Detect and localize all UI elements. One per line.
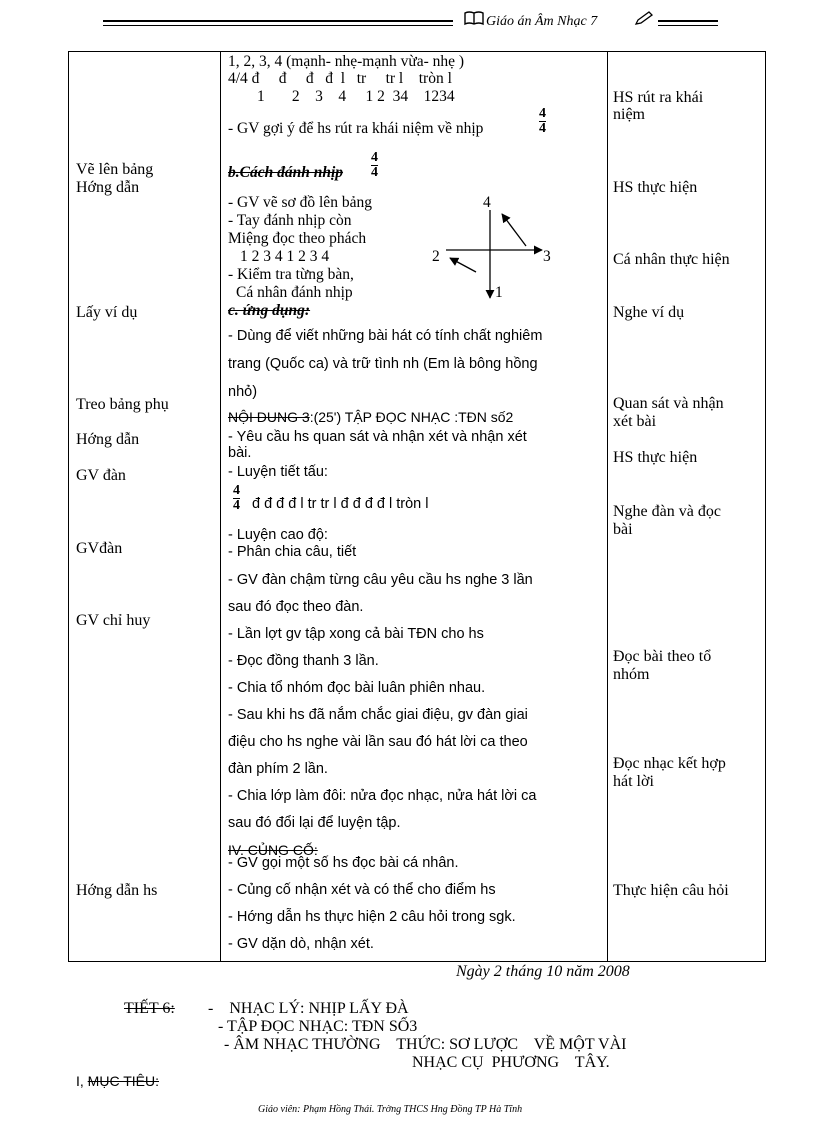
header-rule-left-thin: [103, 25, 453, 26]
lesson-topic: - TẬP ĐỌC NHẠC: TĐN SỐ3: [218, 1018, 418, 1035]
footer-author: Giáo viên: Phạm Hồng Thái. Trờng THCS Hng Đồng TP Hà Tĩnh: [258, 1104, 523, 1115]
student-activity: Đọc bài theo tổ: [613, 648, 712, 665]
content-line: - Luyện cao độ:: [228, 527, 328, 543]
beat-4-arrow: [502, 214, 526, 246]
content-line: sau đó đổi lại để luyện tập.: [228, 815, 401, 831]
book-icon: [464, 10, 484, 26]
teacher-activity: Hớng dẫn hs: [76, 882, 158, 899]
lesson-topic: - ÂM NHẠC THƯỜNG THỨC: SƠ LƯỢC VỀ MỘT VÀI: [224, 1036, 627, 1053]
content-line: 4/4 đ đ đ đ l tr tr l tròn l: [228, 70, 452, 87]
student-activity: HS rút ra khái: [613, 89, 704, 106]
time-signature: [539, 107, 546, 136]
content-line: đàn phím 2 lần.: [228, 761, 328, 777]
time-signature-den: 4: [539, 121, 546, 136]
teacher-activity: GVđàn: [76, 540, 123, 557]
time-signature-den: 4: [371, 165, 378, 180]
section-title: [228, 302, 310, 320]
column-divider: [607, 52, 608, 961]
content-line: - GV gợi ý để hs rút ra khái niệm về nhịp: [228, 120, 484, 137]
content-line: 1 2 3 4 1 2 34 1234: [257, 88, 455, 105]
diagram-label: 3: [543, 248, 551, 265]
student-activity: nhóm: [613, 666, 650, 683]
lesson-topic: NHẠC CỤ PHƯƠNG TÂY.: [412, 1054, 610, 1071]
time-signature: [233, 484, 240, 513]
content-line: - Đọc đồng thanh 3 lần.: [228, 653, 379, 669]
time-signature-den: 4: [233, 498, 240, 513]
content-line: - Yêu cầu hs quan sát và nhận xét và nhận xét: [228, 429, 527, 445]
teacher-activity: Hớng dẫn: [76, 179, 140, 196]
content-line: nhỏ): [228, 384, 258, 400]
diagram-label: 4: [483, 194, 491, 211]
content-line: - Luyện tiết tấu:: [228, 464, 328, 480]
section-title: [228, 164, 343, 182]
content-line: - Chia tổ nhóm đọc bài luân phiên nhau.: [228, 680, 486, 696]
content-line: điệu cho hs nghe vài lần sau đó hát lời ca theo: [228, 734, 528, 750]
section-title-text: b.Cách đánh nhịp: [228, 164, 344, 181]
content-line: - Hớng dẫn hs thực hiện 2 câu hỏi trong sgk.: [228, 909, 516, 925]
content-line: 1, 2, 3, 4 (mạnh- nhẹ-mạnh vừa- nhẹ ): [228, 53, 465, 70]
header-rule-left: [103, 20, 453, 22]
student-activity: xét bài: [613, 413, 657, 430]
lesson-label-text: TIẾT 6:: [124, 1000, 175, 1017]
student-activity: HS thực hiện: [613, 449, 698, 466]
content-line: Cá nhân đánh nhịp: [236, 284, 353, 301]
teacher-activity: Treo bảng phụ: [76, 396, 169, 413]
section-heading-label: IV. CỦNG CỐ:: [228, 842, 318, 858]
header-title: Giáo án Âm Nhạc 7: [486, 14, 598, 29]
lesson-label: [124, 1000, 175, 1018]
content-line: bài.: [228, 445, 252, 461]
teacher-activity: Lấy ví dụ: [76, 304, 138, 321]
student-activity: Nghe ví dụ: [613, 304, 685, 321]
pencil-icon: [634, 10, 654, 26]
teacher-activity: GV đàn: [76, 467, 126, 484]
content-line: - GV đàn chậm từng câu yêu cầu hs nghe 3 lần: [228, 572, 533, 588]
content-line: - Tay đánh nhịp còn: [228, 212, 352, 229]
time-signature-num: 4: [539, 106, 546, 121]
student-activity: Thực hiện câu hỏi: [613, 882, 729, 899]
column-divider: [220, 52, 221, 961]
teacher-activity: Vẽ lên bảng: [76, 161, 154, 178]
beat-2-arrow: [450, 258, 476, 272]
student-activity: Nghe đàn và đọc: [613, 503, 721, 520]
student-activity: HS thực hiện: [613, 179, 698, 196]
diagram-label: 2: [432, 248, 440, 265]
student-activity: Quan sát và nhận: [613, 395, 724, 412]
content-line: - GV dặn dò, nhận xét.: [228, 936, 374, 952]
student-activity: Cá nhân thực hiện: [613, 251, 730, 268]
student-activity: hát lời: [613, 773, 654, 790]
content-line: - Sau khi hs đã nắm chắc giai điệu, gv đàn giai: [228, 707, 528, 723]
rhythm-sequence: đ đ đ đ l tr tr l đ đ đ đ l tròn l: [252, 496, 429, 512]
objectives-title: MỤC TIÊU:: [87, 1073, 159, 1089]
content-line: sau đó đọc theo đàn.: [228, 599, 364, 615]
time-signature-num: 4: [233, 483, 240, 498]
content-line: - Phân chia câu, tiết: [228, 544, 357, 560]
content-line: - GV gọi một số hs đọc bài cá nhân.: [228, 855, 459, 871]
content-line: Miệng đọc theo phách: [228, 230, 367, 247]
section-heading: [228, 409, 513, 425]
section-heading-text: :(25') TẬP ĐỌC NHẠC :TĐN số2: [309, 409, 514, 425]
section-title-text: c. ứng dụng:: [228, 302, 311, 319]
lesson-topic: - NHẠC LÝ: NHỊP LẤY ĐÀ: [208, 1000, 409, 1017]
student-activity: Đọc nhạc kết hợp: [613, 755, 726, 772]
header-rule-right-thin: [658, 25, 718, 26]
diagram-label: 1: [495, 284, 503, 301]
content-line: trang (Quốc ca) và trữ tình nh (Em là bông hồng: [228, 356, 538, 372]
teacher-activity: Hớng dẫn: [76, 431, 140, 448]
student-activity: niệm: [613, 106, 645, 123]
objectives-heading: [76, 1073, 159, 1089]
header-rule-right: [658, 20, 718, 22]
time-signature: [371, 151, 378, 180]
section-heading-label: NỘI DUNG 3: [228, 409, 310, 425]
teacher-activity: GV chỉ huy: [76, 612, 151, 629]
time-signature-num: 4: [371, 150, 378, 165]
objectives-prefix: I,: [76, 1073, 84, 1089]
content-line: - Lần lợt gv tập xong cả bài TĐN cho hs: [228, 626, 484, 642]
lesson-date: Ngày 2 tháng 10 năm 2008: [456, 963, 630, 980]
content-line: - Củng cố nhận xét và có thể cho điểm hs: [228, 882, 496, 898]
student-activity: bài: [613, 521, 633, 538]
content-line: - Dùng để viết những bài hát có tính chất nghiêm: [228, 328, 543, 344]
content-line: - GV vẽ sơ đồ lên bảng: [228, 194, 372, 211]
content-line: - Chia lớp làm đôi: nửa đọc nhạc, nửa hát lời ca: [228, 788, 537, 804]
content-line: 1 2 3 4 1 2 3 4: [240, 248, 330, 265]
content-line: - Kiểm tra từng bàn,: [228, 266, 354, 283]
